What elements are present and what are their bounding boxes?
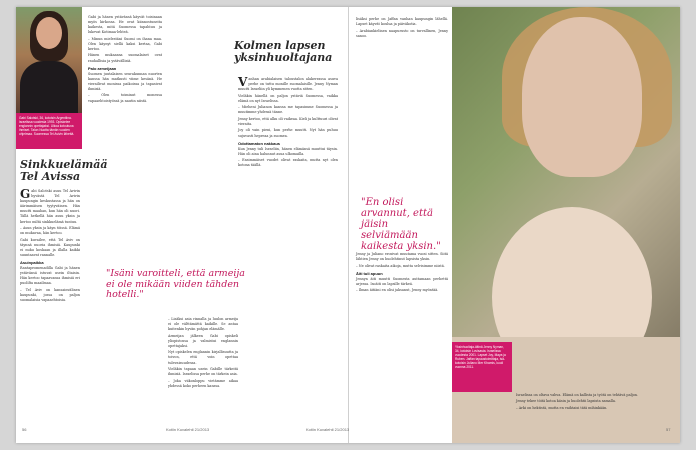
folio-left-title: Kotiin Kuvalehti 21/2013 [166, 427, 210, 432]
right-photo-caption: Yksinhuoltaja-äitinä Jenny Nyman, 34, kotoisin Lovisasta. Israelissa vuodesta 2001. Lapset Joy, Maya ja Ruben. Jaffan tapaustoimittaja, isä-kotoisin Juliano Mer Khamis, kuoli vuonna 2011. [452, 342, 512, 392]
right-col2-subhead: Äiti tuli apuun [356, 270, 383, 276]
right-col1-p5: Joy oli vain pieni, kun perhe muutti. Nyt hän puhuu sujuvasti hepreaa ja suomea. [238, 128, 338, 138]
page-gutter [348, 7, 349, 443]
right-col2-p2: – Arabiankielinen naapurusto on turvallinen, Jenny sanoo. [356, 28, 448, 38]
left-col3-p3: Nyt opiskelen englannin kirjallisuutta ja toivon, että voin opettaa tulevaisuudessa. [168, 350, 238, 365]
left-col3-p2: Armeijan jälkeen Gabi opiskeli yliopistossa ja valmistui englannin opettajaksi. [168, 333, 238, 348]
right-col1-p3: – Mieheni Julianon kanssa me tapasimme Suomessa ja muutimme yhdessä tänne. [238, 105, 338, 115]
right-col1-p6: Kun Jenny tuli Israeliin, hänen elämänsä muuttui täysin. Hän oli aina halunnut asua ulkomailla. [238, 146, 338, 156]
right-col-3 [516, 393, 676, 412]
right-col2-p1: lisäksi perhe on Jaffan vanhan kaupungin lähellä. Lapset käyvät koulua ja päiväkotia. [356, 17, 448, 27]
dropcap-g: G [20, 187, 31, 201]
left-col1-subhead: Asuinpaikka [20, 260, 44, 265]
right-col1-p1: anhan arabialaisen taloustalon alakerrassa asuva perhe on tuttu monille suomalaisille. Jenny Nyman muutti Israeliin yli kymmenen vuotta sitten. [238, 77, 338, 92]
left-col1-p5: – Tel Aviv on kansainvälinen kaupunki, jossa on paljon suomalaisia vapaaehtoisia. [20, 287, 80, 303]
right-col3-p1: Israelissa on oltava vahva. Elämä on kallista ja työtä on tehtävä paljon. [516, 393, 639, 397]
folio-right-number: 57 [666, 427, 671, 432]
portrait-face [36, 17, 62, 49]
right-pull-quote: "En olisi arvannut, että jäisin selviämään kaikesta yksin." [361, 197, 441, 252]
right-col2-p4: – Ne olivat raskaita aikoja, mutta selvisimme niistä. [356, 263, 445, 268]
right-col-2 [356, 17, 448, 40]
portrait-caption: Gabi Salotski, 36, kotoisin Argentiina. Israelissa vuodesta 1993. Opiskelee englannin opettajaksi. Ulkoa kotoutuva ihmiset. Talon Nuotta tämän vuoden ohjelmaa. Suomessa Tel Avivin lähettä. [16, 113, 82, 149]
right-col-2b [356, 252, 448, 295]
right-col2-p6: – Ilman äitiäni en olisi jaksanut, Jenny myöntää. [356, 288, 439, 293]
photo-mother-face [522, 17, 642, 177]
left-col2-p1: Gabi ja hänen ystävänsä käyvät toisinaan myös kirkossa. He ovat kiinnostuneita kaikesta, mitä Suomessa tapahtuu ja lukevat Kotimaa-lehteä. [88, 15, 162, 35]
left-col1-p2: – Asun yksin ja käyn töissä. Elämä on mukavaa, hän kertoo. [20, 226, 80, 236]
right-headline: Kolmen lapsen yksinhuoltajana [234, 39, 333, 64]
right-col1-p2: Vieläkin hänellä on paljon ystäviä Suomessa, vaikka elämä on nyt Israelissa. [238, 93, 338, 103]
left-pull-quote: "Isäni varoitteli, että armeija ei ole mikään viiden tähden hotelli." [106, 268, 245, 300]
left-col1-p4: Rantapromenadilla Gabi ja hänen ystävänsä istuvat usein iltaisin. Hän kertoo tapaavansa ihmisiä eri puolilta maailmaa. [20, 266, 80, 286]
portrait-shirt [20, 61, 78, 113]
right-col1-subhead: Odottamaton nakkaus [238, 140, 281, 146]
left-col2-p3: Hänen mukaansa suomalaiset ovat rauhallisia ja ystävällisiä. [88, 53, 162, 63]
right-col3-p3: – Arki on hektistä, mutta en vaihtaisi tätä mihinkään. [516, 405, 608, 410]
left-col2-p5: – Olen toiminut monessa vapaaehtoistyössä ja nautin niistä. [88, 93, 162, 103]
left-col1-p3: Gabi kuvailee, että Tel Aviv on täynnä nuoria ihmisiä. Kaupunki ei nuku koskaan ja illalla kaikki suuntaavat rannalle. [20, 237, 80, 257]
right-col1-p7: – Ensimmäiset vuodet olivat raskaita, mutta nyt olen kotona täällä. [238, 158, 338, 168]
left-col3-p4: Vieläkin tapaan usein Gabille tärkeitä ihmisiä. Israelissa perhe on tärkein asia. [168, 367, 238, 377]
left-col-3 [168, 317, 238, 390]
left-col3-p5: – Joka viikonloppu vietämme aikaa yhdessä koko perheen kanssa. [168, 378, 238, 388]
left-headline: Sinkkuelämää Tel Avissa [20, 158, 108, 183]
right-col2-p5: Jennyn äiti muutti Suomesta auttamaan perhettä arjessa. Isoäiti on lapsille tärkeä. [356, 276, 448, 286]
left-col2-p4: Suomen juutalaisen seurakunnan nuorten kanssa hän matkusti viime kesänä. He vierailivat monissa paikoissa ja tapasivat ihmisiä. [88, 71, 162, 91]
left-col3-p1: – Lisäksi asia rinnalla ja luulon armeija ei ole välttämättä kaikille. Se antaa kuitenkin hyvän pohjan elämälle. [168, 317, 238, 332]
right-col-1 [238, 77, 338, 170]
portrait-photo [16, 7, 82, 113]
folio-right-title: Kotiin Kuvalehti 21/2013 [306, 427, 350, 432]
left-col1-p1: abi Salotski asuu Tel Avivin hyvästä Tel Avivin kaupungin keskustassa ja hän on äärimmäisen tyytyväinen. Hän muutti maahan, kun hän oli nuori. Tällä hetkellä hän asuu yksin ja kertoo miltä sinkkuelämä tuntuu. [20, 189, 80, 224]
right-col1-p4: Jenny kertoo, että alku oli vaikeaa. Kieli ja kulttuuri olivat vieraita. [238, 116, 338, 126]
dropcap-v: V [238, 75, 248, 89]
left-col2-p2: – Minun mielestäni Suomi on ihana maa. Olen käynyt siellä kaksi kertaa, Gabi kertoo. [88, 36, 162, 51]
folio-left-number: 56 [22, 427, 27, 432]
left-col-2 [88, 15, 162, 105]
right-col2-p3: Jenny ja Juliano erosivat muutama vuosi sitten. Siitä lähtien Jenny on huolehtinut lapsista yksin. [356, 252, 448, 262]
magazine-spread [16, 7, 680, 443]
left-col-1 [20, 189, 80, 305]
left-col2-subhead: Palo armeijaan [88, 65, 117, 71]
right-col3-p2: Jenny tekee töitä kotoa käsin ja huolehtii lapsista samalla. [516, 399, 616, 404]
